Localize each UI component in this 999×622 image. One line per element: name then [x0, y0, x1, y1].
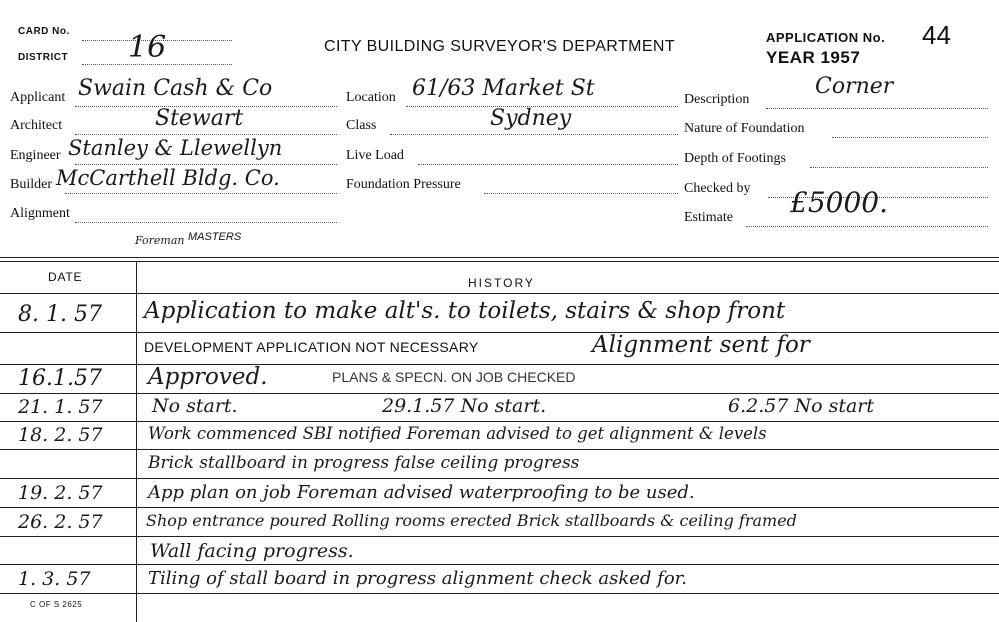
live-load-label: Live Load: [346, 148, 404, 163]
location-label: Location: [346, 90, 396, 105]
row-date: 21. 1. 57: [18, 396, 103, 418]
row-date: 8. 1. 57: [18, 302, 102, 327]
description-line: [766, 108, 988, 109]
foreman-label: Foreman: [135, 234, 185, 247]
row-history: Shop entrance poured Rolling rooms erected Brick stallboards & ceiling framed: [146, 511, 797, 530]
nature-of-foundation-label: Nature of Foundation: [684, 121, 805, 136]
row-rule: [0, 393, 999, 394]
row-history: Tiling of stall board in progress alignment check asked for.: [148, 568, 688, 589]
row-rule: [0, 536, 999, 537]
date-header: DATE: [48, 270, 83, 284]
class-value: Sydney: [490, 106, 572, 131]
architect-line: [75, 134, 337, 135]
architect-label: Architect: [10, 118, 63, 133]
application-no-value: 44: [922, 20, 951, 50]
estimate-line: [746, 226, 988, 227]
estimate-label: Estimate: [684, 210, 733, 225]
builder-label: Builder: [10, 177, 52, 192]
table-header-rule: [0, 293, 999, 294]
engineer-value: Stanley & Llewellyn: [68, 136, 283, 160]
row-rule: [0, 564, 999, 565]
row-rule: [0, 421, 999, 422]
description-value: Corner: [815, 74, 894, 99]
depth-of-footings-label: Depth of Footings: [684, 151, 786, 166]
row-history: Approved.: [148, 364, 268, 390]
row-history-stamp: DEVELOPMENT APPLICATION NOT NECESSARY: [144, 339, 479, 355]
builder-line: [65, 193, 337, 194]
alignment-line: [75, 222, 337, 223]
location-value: 61/63 Market St: [412, 76, 595, 101]
row-rule: [0, 593, 999, 594]
applicant-label: Applicant: [10, 90, 66, 105]
row-rule: [0, 478, 999, 479]
row-history-extra: 29.1.57 No start.: [382, 395, 547, 417]
nature-of-foundation-line: [832, 137, 988, 138]
row-date: 26. 2. 57: [18, 511, 103, 533]
class-label: Class: [346, 118, 377, 133]
live-load-line: [418, 164, 678, 165]
row-date: 18. 2. 57: [18, 424, 103, 446]
date-column-divider: [136, 261, 137, 622]
year-label: YEAR 1957: [766, 48, 861, 67]
row-date: 19. 2. 57: [18, 482, 103, 504]
card-no-label: CARD No.: [18, 26, 70, 37]
description-label: Description: [684, 92, 750, 107]
builder-value: McCarthell Bldg. Co.: [56, 166, 280, 190]
row-rule: [0, 332, 999, 333]
form-code: C OF S 2625: [30, 600, 83, 609]
row-history-extra-2: 6.2.57 No start: [728, 395, 875, 417]
depth-of-footings-line: [810, 167, 988, 168]
foundation-pressure-line: [484, 193, 678, 194]
foreman-value: MASTERS: [188, 231, 242, 243]
application-no-label: APPLICATION No.: [766, 30, 886, 45]
row-rule: [0, 449, 999, 450]
estimate-value: £5000.: [790, 186, 888, 219]
engineer-line: [75, 164, 337, 165]
row-history: Wall facing progress.: [150, 540, 354, 562]
row-history: Brick stallboard in progress false ceiling progress: [148, 453, 580, 473]
row-history: Work commenced SBI notified Foreman advised to get alignment & levels: [148, 424, 767, 443]
foundation-pressure-label: Foundation Pressure: [346, 177, 461, 192]
history-header: HISTORY: [468, 276, 535, 290]
row-history-extra: Alignment sent for: [592, 332, 810, 358]
plans-checked-stamp: PLANS & SPECN. ON JOB CHECKED: [332, 369, 576, 385]
row-history: App plan on job Foreman advised waterproofing to be used.: [148, 482, 695, 503]
row-history: Application to make alt's. to toilets, stairs & shop front: [144, 298, 786, 324]
engineer-label: Engineer: [10, 148, 61, 163]
district-label: DISTRICT: [18, 52, 69, 63]
row-rule: [0, 507, 999, 508]
row-date: 16.1.57: [18, 366, 102, 391]
checked-by-label: Checked by: [684, 181, 751, 196]
table-top-rule-inner: [0, 261, 999, 262]
alignment-label: Alignment: [10, 206, 70, 221]
row-history: No start.: [152, 395, 238, 417]
row-date: 1. 3. 57: [18, 568, 91, 590]
class-line: [390, 134, 678, 135]
district-value: 16: [128, 30, 167, 65]
applicant-value: Swain Cash & Co: [78, 76, 273, 101]
department-title: CITY BUILDING SURVEYOR'S DEPARTMENT: [324, 38, 676, 55]
architect-value: Stewart: [155, 106, 244, 131]
table-top-rule: [0, 257, 999, 258]
